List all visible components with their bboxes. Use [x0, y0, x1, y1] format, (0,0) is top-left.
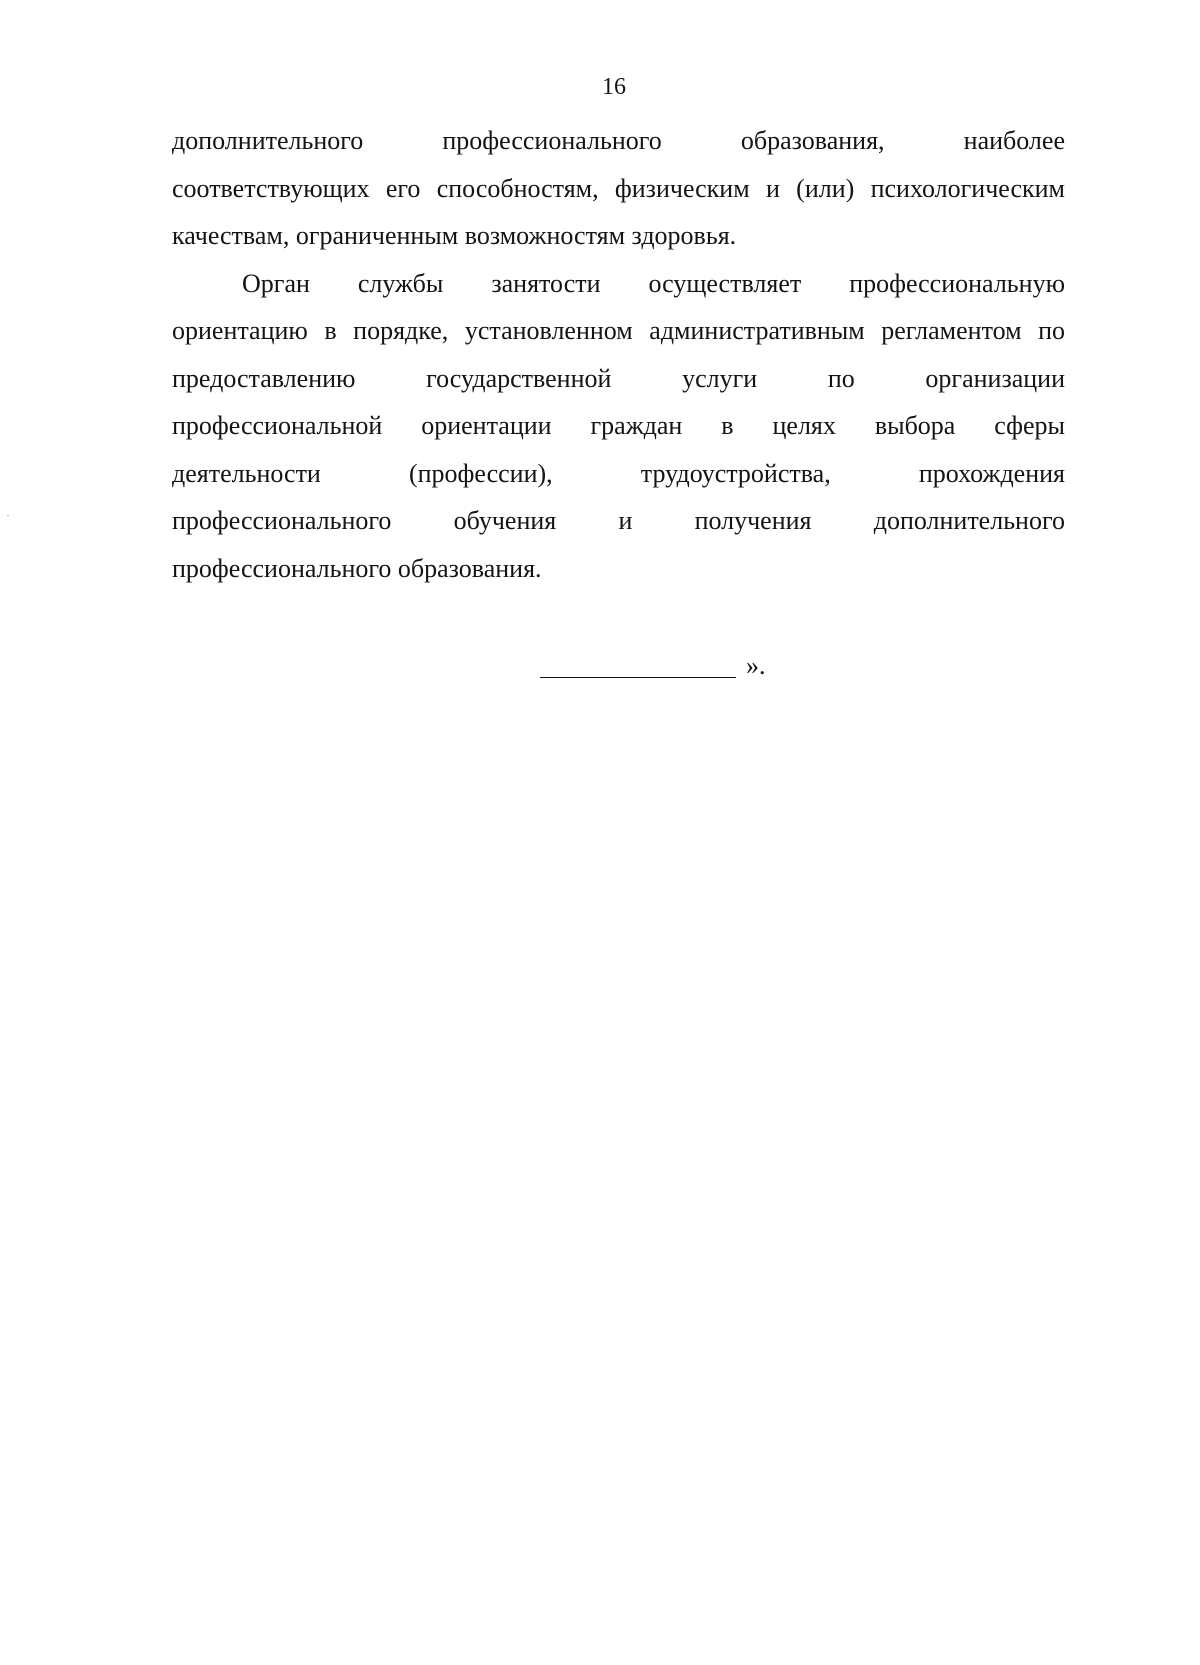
text-line: деятельности (профессии), трудоустройства, прохождения [172, 458, 1065, 488]
text-line: профессионального образования. [172, 553, 542, 583]
text-line: предоставлению государственной услуги по организации [172, 363, 1065, 393]
text-line: соответствующих его способностям, физическим и (или) психологическим [172, 173, 1065, 203]
paragraph-2 [172, 260, 1065, 593]
text-line: Орган службы занятости осуществляет профессиональную [242, 268, 1065, 298]
page-number: 16 [602, 74, 626, 100]
closing-rule [540, 677, 736, 678]
paragraph-1 [172, 117, 1065, 260]
closing-line [540, 648, 766, 684]
text-line: профессиональной ориентации граждан в целях выбора сферы [172, 411, 1065, 440]
scan-artifact [7, 515, 9, 516]
text-line: профессионального обучения и получения дополнительного [172, 506, 1065, 535]
text-line: ориентацию в порядке, установленном административным регламентом по [172, 316, 1065, 345]
text-line: качествам, ограниченным возможностям здоровья. [172, 221, 737, 250]
body-text [172, 117, 1065, 592]
closing-quote-mark: ». [746, 651, 766, 680]
text-line: дополнительного профессионального образования, наиболее [172, 126, 1065, 155]
